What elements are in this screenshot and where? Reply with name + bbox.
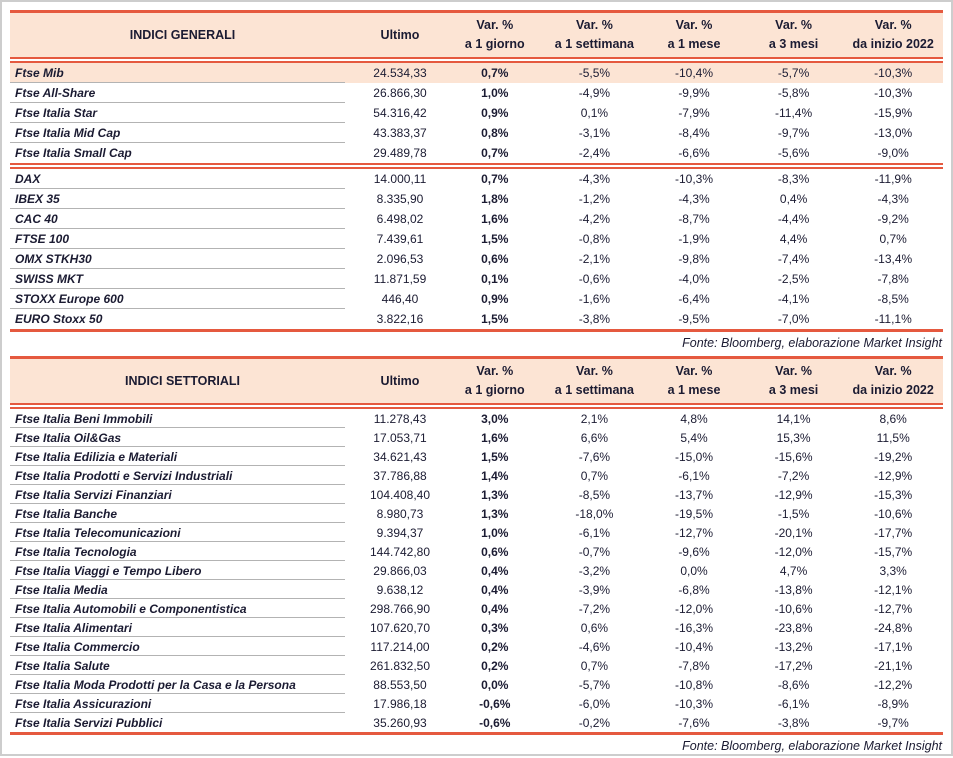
ultimo-value: 104.408,40: [369, 487, 431, 502]
ultimo-value: 29.866,03: [373, 563, 427, 578]
var-3m-value: -3,8%: [777, 715, 810, 730]
col-var-ytd-line2: da inizio 2022: [852, 37, 934, 51]
var-3m-value: -2,5%: [777, 272, 810, 286]
index-name: Ftse Italia Edilizia e Materiali: [10, 447, 355, 466]
var-1m-value: -10,4%: [674, 66, 713, 80]
col-var-1m-line1: Var. %: [675, 18, 713, 32]
var-1d-value: 0,8%: [481, 126, 509, 140]
table-row: [10, 637, 943, 656]
var-1m-value: -9,5%: [678, 312, 710, 326]
ultimo-value: 107.620,70: [369, 620, 431, 635]
var-3m-value: 14,1%: [776, 411, 811, 426]
table-row: [10, 229, 943, 249]
table-row: [10, 209, 943, 229]
var-1m-value: -15,0%: [674, 449, 713, 464]
table-row: [10, 675, 943, 694]
var-ytd-value: -10,6%: [874, 506, 913, 521]
var-1d-value: 0,6%: [481, 252, 509, 266]
index-name: Ftse Mib: [10, 63, 355, 83]
var-1w-value: -6,1%: [578, 525, 611, 540]
var-1w-value: -0,8%: [578, 232, 611, 246]
var-1m-value: -9,6%: [678, 544, 710, 559]
index-name: Ftse Italia Small Cap: [15, 146, 132, 160]
var-3m-value: -17,2%: [774, 658, 813, 673]
var-1w-value: -5,7%: [578, 677, 611, 692]
var-1d-value: 0,3%: [481, 620, 509, 635]
ultimo-value: 11.278,43: [373, 411, 427, 426]
var-1d-value: 1,0%: [481, 525, 509, 540]
index-name: Ftse Italia Mid Cap: [10, 123, 355, 143]
index-name: IBEX 35: [10, 189, 355, 209]
var-1d-value: 1,3%: [481, 487, 509, 502]
var-3m-value: 4,7%: [779, 563, 808, 578]
var-3m-value: 4,4%: [779, 232, 808, 246]
table-title: INDICI GENERALI: [129, 28, 236, 42]
var-1d-value: -0,6%: [479, 696, 511, 711]
col-var-1w-line1: Var. %: [575, 18, 613, 32]
var-3m-value: -15,6%: [774, 449, 813, 464]
index-name: Ftse Italia Media: [10, 580, 355, 599]
index-name: Ftse Italia Banche: [10, 504, 355, 523]
var-1w-value: -18,0%: [575, 506, 614, 521]
var-ytd-value: -13,0%: [874, 126, 913, 140]
var-1w-value: 0,6%: [580, 620, 609, 635]
var-3m-value: -23,8%: [774, 620, 813, 635]
index-name: Ftse Italia Assicurazioni: [10, 694, 355, 713]
var-1w-value: 0,1%: [580, 106, 609, 120]
table-row: [10, 189, 943, 209]
col-ultimo: Ultimo: [380, 374, 420, 388]
var-ytd-value: -12,9%: [874, 468, 913, 483]
var-1w-value: -3,8%: [578, 312, 611, 326]
col-var-3m: [744, 359, 844, 403]
var-ytd-value: -10,3%: [874, 86, 913, 100]
table-row: [10, 561, 943, 580]
col-var-1d: [445, 359, 545, 403]
table-row: [10, 599, 943, 618]
col-var-1w-line1: Var. %: [575, 364, 613, 378]
table-row: [10, 409, 943, 428]
table-row: [10, 713, 943, 732]
table-row: [10, 523, 943, 542]
var-3m-value: -5,7%: [777, 66, 810, 80]
var-ytd-value: 11,5%: [876, 430, 910, 445]
var-3m-value: -7,0%: [777, 312, 810, 326]
table-row: [10, 694, 943, 713]
var-3m-value: -7,4%: [777, 252, 810, 266]
var-1m-value: -16,3%: [674, 620, 713, 635]
ultimo-value: 8.980,73: [376, 506, 424, 521]
var-1w-value: -7,6%: [578, 449, 611, 464]
index-name: Ftse Italia Salute: [10, 656, 355, 675]
ultimo-value: 14.000,11: [373, 172, 427, 186]
var-1m-value: -8,4%: [678, 126, 710, 140]
italian-indices-group: [10, 63, 943, 163]
var-1d-value: 0,2%: [481, 639, 509, 654]
col-var-3m-line1: Var. %: [775, 364, 813, 378]
var-3m-value: -4,4%: [777, 212, 810, 226]
table-row: [10, 309, 943, 329]
var-1m-value: -7,8%: [678, 658, 710, 673]
var-1d-value: 0,6%: [481, 544, 509, 559]
var-1m-value: -6,1%: [678, 468, 710, 483]
var-ytd-value: -11,1%: [874, 312, 912, 326]
var-1m-value: -12,0%: [674, 601, 713, 616]
var-1m-value: -9,8%: [678, 252, 710, 266]
var-1m-value: -9,9%: [678, 86, 710, 100]
var-1d-value: 1,4%: [481, 468, 509, 483]
international-indices-group: [10, 169, 943, 329]
ultimo-value: 26.866,30: [373, 86, 427, 100]
index-name: Ftse Italia Automobili e Componentistica: [10, 599, 355, 618]
index-name: Ftse Italia Commercio: [10, 637, 355, 656]
col-var-1d-line2: a 1 giorno: [464, 37, 525, 51]
var-ytd-value: -19,2%: [874, 449, 913, 464]
var-ytd-value: -9,0%: [877, 146, 909, 160]
var-1d-value: 0,9%: [481, 106, 509, 120]
var-1d-value: 1,6%: [481, 212, 509, 226]
var-ytd-value: 3,3%: [879, 563, 907, 578]
table-row: [10, 447, 943, 466]
col-var-ytd-line1: Var. %: [874, 18, 912, 32]
indici-generali-header: [10, 13, 943, 57]
var-3m-value: -12,0%: [774, 544, 813, 559]
var-1d-value: 1,5%: [481, 449, 509, 464]
col-var-1m: [644, 13, 744, 57]
var-1m-value: 4,8%: [680, 411, 708, 426]
var-ytd-value: -12,2%: [874, 677, 913, 692]
var-1d-value: 0,0%: [481, 677, 509, 692]
var-3m-value: -11,4%: [775, 106, 813, 120]
table-row: [10, 123, 943, 143]
index-name: Ftse Italia Star: [10, 103, 355, 123]
var-1w-value: -2,4%: [578, 146, 611, 160]
col-ultimo: Ultimo: [380, 28, 420, 42]
table-row: [10, 466, 943, 485]
index-name: Ftse Italia Telecomunicazioni: [10, 523, 355, 542]
table-row: [10, 83, 943, 103]
index-name: STOXX Europe 600: [10, 289, 355, 309]
var-1m-value: -7,6%: [678, 715, 710, 730]
col-var-1d-line1: Var. %: [476, 364, 514, 378]
col-var-3m-line2: a 3 mesi: [768, 383, 819, 397]
ultimo-value: 37.786,88: [373, 468, 427, 483]
var-1m-value: 5,4%: [680, 430, 708, 445]
ultimo-value: 7.439,61: [376, 232, 424, 246]
ultimo-value: 54.316,42: [373, 106, 427, 120]
indici-generali-table: [10, 10, 943, 332]
var-1d-value: 0,4%: [481, 601, 509, 616]
var-1m-value: -6,6%: [678, 146, 710, 160]
var-1d-value: 1,3%: [481, 506, 509, 521]
var-1d-value: 0,7%: [481, 146, 509, 160]
var-ytd-value: -21,1%: [874, 658, 913, 673]
var-1m-value: -10,3%: [674, 172, 713, 186]
var-1m-value: -4,0%: [678, 272, 710, 286]
var-1m-value: -10,4%: [674, 639, 713, 654]
table-row: [10, 103, 943, 123]
source-note: Fonte: Bloomberg, elaborazione Market Insight: [682, 336, 942, 350]
ultimo-value: 35.260,93: [373, 715, 427, 730]
ultimo-value: 11.871,59: [373, 272, 427, 286]
indici-settoriali-header: [10, 359, 943, 403]
var-3m-value: -20,1%: [774, 525, 813, 540]
var-1m-value: -7,9%: [678, 106, 710, 120]
table-row: [10, 143, 943, 163]
ultimo-value: 8.335,90: [376, 192, 424, 206]
index-name: Ftse Italia Moda Prodotti per la Casa e la Persona: [10, 675, 355, 694]
index-name: Ftse Italia Prodotti e Servizi Industriali: [10, 466, 355, 485]
var-1d-value: 0,9%: [481, 292, 509, 306]
var-3m-value: -1,5%: [777, 506, 810, 521]
var-ytd-value: -9,2%: [877, 212, 909, 226]
var-ytd-value: -17,1%: [874, 639, 913, 654]
var-1w-value: -6,0%: [578, 696, 611, 711]
var-1m-value: -6,8%: [678, 582, 710, 597]
var-ytd-value: -15,3%: [874, 487, 913, 502]
var-1d-value: 0,2%: [481, 658, 509, 673]
col-var-1d: [445, 13, 545, 57]
var-1d-value: 1,8%: [481, 192, 509, 206]
ultimo-value: 34.621,43: [373, 449, 427, 464]
ultimo-value: 43.383,37: [373, 126, 427, 140]
var-1w-value: -2,1%: [578, 252, 611, 266]
var-ytd-value: -15,9%: [874, 106, 913, 120]
table-row: [10, 428, 943, 447]
var-1w-value: -4,2%: [578, 212, 611, 226]
col-var-ytd-line2: da inizio 2022: [852, 383, 934, 397]
var-1m-value: -10,3%: [674, 696, 713, 711]
col-var-1w-line2: a 1 settimana: [554, 37, 634, 51]
col-var-3m-line1: Var. %: [775, 18, 813, 32]
index-name: Ftse Italia Oil&Gas: [10, 428, 355, 447]
table-row: [10, 485, 943, 504]
col-var-1w-line2: a 1 settimana: [554, 383, 634, 397]
var-ytd-value: -9,7%: [877, 715, 909, 730]
ultimo-value: 17.053,71: [373, 430, 427, 445]
index-name: CAC 40: [10, 209, 355, 229]
var-1w-value: -5,5%: [578, 66, 611, 80]
index-name: EURO Stoxx 50: [15, 312, 103, 326]
var-ytd-value: 8,6%: [879, 411, 907, 426]
table-row: [10, 618, 943, 637]
var-1w-value: -0,2%: [578, 715, 611, 730]
var-3m-value: -13,8%: [774, 582, 813, 597]
var-1w-value: -3,9%: [578, 582, 611, 597]
ultimo-value: 17.986,18: [373, 696, 427, 711]
table-row: [10, 249, 943, 269]
var-3m-value: -12,9%: [774, 487, 813, 502]
col-var-1d-line1: Var. %: [476, 18, 514, 32]
var-ytd-value: -15,7%: [874, 544, 913, 559]
var-3m-value: -8,6%: [777, 677, 810, 692]
var-3m-value: -7,2%: [777, 468, 810, 483]
var-1w-value: 0,7%: [580, 658, 609, 673]
table-row: [10, 169, 943, 189]
var-ytd-value: -11,9%: [874, 172, 912, 186]
ultimo-value: 29.489,78: [373, 146, 427, 160]
index-name: SWISS MKT: [10, 269, 355, 289]
var-3m-value: -4,1%: [777, 292, 810, 306]
var-1w-value: -3,2%: [578, 563, 611, 578]
var-1w-value: -8,5%: [578, 487, 611, 502]
var-1d-value: 3,0%: [481, 411, 509, 426]
index-name: OMX STKH30: [10, 249, 355, 269]
table-row: [10, 656, 943, 675]
col-var-1m-line2: a 1 mese: [667, 37, 721, 51]
var-1m-value: -19,5%: [674, 506, 713, 521]
index-name: Ftse Italia Alimentari: [10, 618, 355, 637]
var-1w-value: -0,7%: [578, 544, 611, 559]
var-1m-value: -4,3%: [678, 192, 710, 206]
table-row: [10, 580, 943, 599]
var-ytd-value: -7,8%: [877, 272, 909, 286]
table-row: [10, 504, 943, 523]
var-1w-value: -3,1%: [578, 126, 611, 140]
var-1d-value: 0,4%: [481, 582, 509, 597]
var-1m-value: 0,0%: [680, 563, 708, 578]
var-1w-value: -1,2%: [578, 192, 611, 206]
ultimo-value: 261.832,50: [369, 658, 431, 673]
var-1d-value: 1,5%: [481, 312, 509, 326]
index-name: Ftse Italia Tecnologia: [10, 542, 355, 561]
var-ytd-value: -13,4%: [874, 252, 913, 266]
var-1m-value: -6,4%: [678, 292, 710, 306]
ultimo-value: 2.096,53: [376, 252, 424, 266]
col-var-3m-line2: a 3 mesi: [768, 37, 819, 51]
col-var-1m-line1: Var. %: [675, 364, 713, 378]
var-1w-value: -7,2%: [578, 601, 611, 616]
var-1w-value: -1,6%: [578, 292, 611, 306]
source-note: Fonte: Bloomberg, elaborazione Market Insight: [682, 739, 942, 753]
sector-indices-group: [10, 409, 943, 732]
index-name: FTSE 100: [10, 229, 355, 249]
var-1d-value: 0,1%: [481, 272, 509, 286]
var-1m-value: -1,9%: [678, 232, 710, 246]
ultimo-value: 9.394,37: [376, 525, 424, 540]
var-3m-value: -10,6%: [774, 601, 813, 616]
table-row: [10, 269, 943, 289]
var-1w-value: 0,7%: [580, 468, 609, 483]
ultimo-value: 3.822,16: [376, 312, 424, 326]
ultimo-value: 24.534,33: [373, 66, 427, 80]
var-1w-value: -4,6%: [578, 639, 611, 654]
var-ytd-value: -24,8%: [874, 620, 913, 635]
var-3m-value: -5,8%: [777, 86, 810, 100]
var-1d-value: 1,6%: [481, 430, 509, 445]
index-name: Ftse Italia Servizi Pubblici: [15, 715, 163, 730]
var-3m-value: -6,1%: [777, 696, 810, 711]
var-1m-value: -13,7%: [674, 487, 713, 502]
var-1w-value: -4,9%: [578, 86, 611, 100]
col-var-ytd-line1: Var. %: [874, 364, 912, 378]
col-var-1m-line2: a 1 mese: [667, 383, 721, 397]
var-3m-value: -13,2%: [774, 639, 813, 654]
var-1w-value: -4,3%: [578, 172, 611, 186]
col-var-1m: [644, 359, 744, 403]
ultimo-value: 446,40: [381, 292, 419, 306]
var-1d-value: 0,7%: [481, 66, 509, 80]
ultimo-value: 298.766,90: [369, 601, 431, 616]
col-var-ytd: [843, 359, 943, 403]
col-var-ytd: [843, 13, 943, 57]
col-var-3m: [744, 13, 844, 57]
var-ytd-value: -10,3%: [874, 66, 913, 80]
var-1d-value: -0,6%: [479, 715, 511, 730]
index-name: Ftse Italia Beni Immobili: [10, 409, 355, 428]
table-row: [10, 63, 943, 83]
index-name: DAX: [10, 169, 355, 189]
var-1d-value: 0,7%: [481, 172, 509, 186]
var-ytd-value: 0,7%: [879, 232, 907, 246]
var-3m-value: 0,4%: [779, 192, 808, 206]
var-ytd-value: -17,7%: [874, 525, 913, 540]
var-1w-value: -0,6%: [578, 272, 611, 286]
var-3m-value: 15,3%: [776, 430, 811, 445]
var-3m-value: -8,3%: [777, 172, 810, 186]
col-var-1w: [545, 13, 645, 57]
col-var-1w: [545, 359, 645, 403]
ultimo-value: 6.498,02: [376, 212, 424, 226]
ultimo-value: 144.742,80: [369, 544, 431, 559]
ultimo-value: 117.214,00: [370, 639, 430, 654]
ultimo-value: 88.553,50: [373, 677, 427, 692]
var-ytd-value: -4,3%: [877, 192, 909, 206]
var-1d-value: 1,5%: [481, 232, 509, 246]
index-name: Ftse All-Share: [10, 83, 355, 103]
var-1w-value: 2,1%: [580, 411, 609, 426]
var-ytd-value: -8,9%: [877, 696, 909, 711]
var-ytd-value: -12,1%: [874, 582, 913, 597]
table-title: INDICI SETTORIALI: [124, 374, 241, 388]
table-row: [10, 542, 943, 561]
indici-settoriali-table: [10, 356, 943, 735]
var-1w-value: 6,6%: [580, 430, 609, 445]
col-var-1d-line2: a 1 giorno: [464, 383, 525, 397]
var-1d-value: 0,4%: [481, 563, 509, 578]
index-name: Ftse Italia Viaggi e Tempo Libero: [10, 561, 355, 580]
var-1m-value: -10,8%: [674, 677, 713, 692]
index-name: Ftse Italia Servizi Finanziari: [10, 485, 355, 504]
var-ytd-value: -8,5%: [877, 292, 909, 306]
var-1m-value: -12,7%: [674, 525, 713, 540]
var-1d-value: 1,0%: [481, 86, 509, 100]
var-3m-value: -9,7%: [777, 126, 810, 140]
var-ytd-value: -12,7%: [874, 601, 913, 616]
table-row: [10, 289, 943, 309]
var-1m-value: -8,7%: [678, 212, 710, 226]
ultimo-value: 9.638,12: [376, 582, 424, 597]
var-3m-value: -5,6%: [777, 146, 810, 160]
